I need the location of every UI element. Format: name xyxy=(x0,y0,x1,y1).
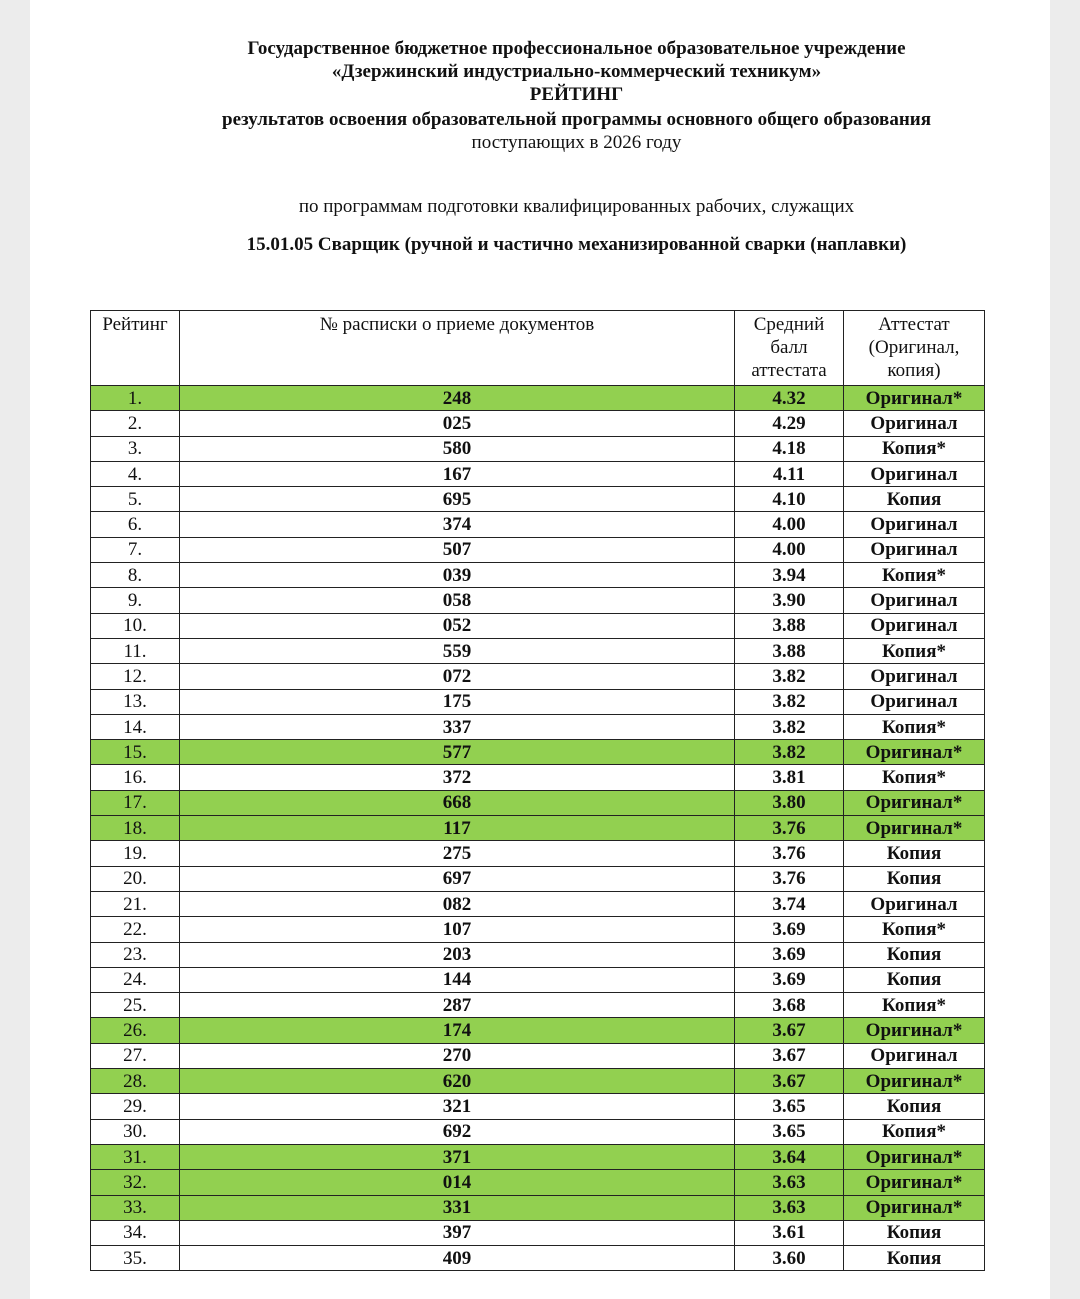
table-row xyxy=(91,461,985,486)
cell-receipt-number: 620 xyxy=(180,1069,735,1094)
cell-receipt-number: 371 xyxy=(180,1144,735,1169)
cell-certificate-status: Копия xyxy=(844,487,985,512)
cell-average-score: 3.81 xyxy=(735,765,844,790)
table-row xyxy=(91,1119,985,1144)
table-row xyxy=(91,714,985,739)
table-row xyxy=(91,436,985,461)
cell-average-score: 3.69 xyxy=(735,942,844,967)
cell-rank: 12. xyxy=(91,664,180,689)
cell-receipt-number: 203 xyxy=(180,942,735,967)
cell-certificate-status: Копия* xyxy=(844,917,985,942)
cell-average-score: 3.94 xyxy=(735,563,844,588)
table-row xyxy=(91,588,985,613)
cell-rank: 26. xyxy=(91,1018,180,1043)
cell-receipt-number: 107 xyxy=(180,917,735,942)
cell-average-score: 3.80 xyxy=(735,790,844,815)
cell-rank: 20. xyxy=(91,866,180,891)
column-header-rank: Рейтинг xyxy=(91,311,180,386)
table-row xyxy=(91,512,985,537)
program-type: по программам подготовки квалифицированных рабочих, служащих xyxy=(298,196,855,217)
cell-certificate-status: Оригинал xyxy=(844,461,985,486)
cell-rank: 34. xyxy=(91,1220,180,1245)
cell-average-score: 3.82 xyxy=(735,664,844,689)
table-row xyxy=(91,563,985,588)
cell-certificate-status: Копия xyxy=(844,942,985,967)
cell-receipt-number: 287 xyxy=(180,993,735,1018)
table-row xyxy=(91,537,985,562)
cell-receipt-number: 144 xyxy=(180,967,735,992)
cell-average-score: 3.69 xyxy=(735,917,844,942)
table-row xyxy=(91,790,985,815)
cell-rank: 14. xyxy=(91,714,180,739)
admission-year: поступающих в 2026 году xyxy=(471,132,682,153)
cell-average-score: 4.32 xyxy=(735,386,844,411)
cell-rank: 7. xyxy=(91,537,180,562)
cell-certificate-status: Оригинал* xyxy=(844,790,985,815)
cell-rank: 21. xyxy=(91,891,180,916)
cell-rank: 22. xyxy=(91,917,180,942)
table-row xyxy=(91,765,985,790)
table-row xyxy=(91,1170,985,1195)
cell-certificate-status: Копия* xyxy=(844,436,985,461)
cell-rank: 24. xyxy=(91,967,180,992)
cell-receipt-number: 072 xyxy=(180,664,735,689)
column-header-average: Средний балл аттестата xyxy=(735,311,844,386)
cell-average-score: 3.76 xyxy=(735,866,844,891)
cell-certificate-status: Копия xyxy=(844,1246,985,1271)
cell-certificate-status: Копия xyxy=(844,1094,985,1119)
cell-average-score: 3.68 xyxy=(735,993,844,1018)
cell-certificate-status: Копия xyxy=(844,1220,985,1245)
cell-certificate-status: Оригинал* xyxy=(844,1195,985,1220)
cell-rank: 2. xyxy=(91,411,180,436)
cell-certificate-status: Оригинал* xyxy=(844,740,985,765)
table-row xyxy=(91,1018,985,1043)
cell-receipt-number: 337 xyxy=(180,714,735,739)
cell-certificate-status: Копия* xyxy=(844,1119,985,1144)
cell-receipt-number: 372 xyxy=(180,765,735,790)
cell-certificate-status: Копия* xyxy=(844,765,985,790)
table-row xyxy=(91,411,985,436)
cell-rank: 25. xyxy=(91,993,180,1018)
cell-certificate-status: Оригинал* xyxy=(844,1144,985,1169)
cell-rank: 17. xyxy=(91,790,180,815)
cell-average-score: 3.76 xyxy=(735,841,844,866)
table-row xyxy=(91,993,985,1018)
cell-rank: 33. xyxy=(91,1195,180,1220)
cell-receipt-number: 275 xyxy=(180,841,735,866)
table-row xyxy=(91,917,985,942)
institution-name: «Дзержинский индустриально-коммерческий техникум» xyxy=(331,61,822,82)
cell-rank: 29. xyxy=(91,1094,180,1119)
cell-rank: 13. xyxy=(91,689,180,714)
cell-average-score: 4.18 xyxy=(735,436,844,461)
cell-certificate-status: Оригинал xyxy=(844,1043,985,1068)
specialty-name: 15.01.05 Сварщик (ручной и частично механизированной сварки (наплавки) xyxy=(246,234,907,255)
table-row xyxy=(91,1069,985,1094)
cell-average-score: 4.00 xyxy=(735,512,844,537)
cell-rank: 18. xyxy=(91,816,180,841)
table-body xyxy=(91,386,985,1271)
cell-receipt-number: 695 xyxy=(180,487,735,512)
cell-receipt-number: 577 xyxy=(180,740,735,765)
cell-rank: 3. xyxy=(91,436,180,461)
cell-receipt-number: 692 xyxy=(180,1119,735,1144)
table-row xyxy=(91,1195,985,1220)
cell-certificate-status: Оригинал* xyxy=(844,1170,985,1195)
cell-rank: 30. xyxy=(91,1119,180,1144)
cell-average-score: 3.63 xyxy=(735,1170,844,1195)
cell-receipt-number: 052 xyxy=(180,613,735,638)
cell-average-score: 3.60 xyxy=(735,1246,844,1271)
cell-certificate-status: Оригинал* xyxy=(844,816,985,841)
cell-certificate-status: Копия xyxy=(844,967,985,992)
column-header-certificate: Аттестат (Оригинал, копия) xyxy=(844,311,985,386)
cell-receipt-number: 058 xyxy=(180,588,735,613)
document-page xyxy=(30,0,1050,1299)
cell-rank: 9. xyxy=(91,588,180,613)
cell-rank: 8. xyxy=(91,563,180,588)
cell-certificate-status: Оригинал xyxy=(844,664,985,689)
cell-rank: 1. xyxy=(91,386,180,411)
cell-average-score: 3.82 xyxy=(735,714,844,739)
cell-rank: 6. xyxy=(91,512,180,537)
table-row xyxy=(91,487,985,512)
cell-average-score: 4.10 xyxy=(735,487,844,512)
cell-average-score: 3.65 xyxy=(735,1119,844,1144)
cell-rank: 15. xyxy=(91,740,180,765)
cell-average-score: 3.65 xyxy=(735,1094,844,1119)
table-row xyxy=(91,638,985,663)
cell-receipt-number: 039 xyxy=(180,563,735,588)
cell-average-score: 3.63 xyxy=(735,1195,844,1220)
cell-certificate-status: Оригинал* xyxy=(844,1018,985,1043)
cell-rank: 31. xyxy=(91,1144,180,1169)
cell-certificate-status: Оригинал xyxy=(844,411,985,436)
cell-receipt-number: 014 xyxy=(180,1170,735,1195)
cell-certificate-status: Копия* xyxy=(844,993,985,1018)
cell-average-score: 4.29 xyxy=(735,411,844,436)
document-title: РЕЙТИНГ xyxy=(529,84,624,105)
cell-receipt-number: 117 xyxy=(180,816,735,841)
cell-average-score: 3.67 xyxy=(735,1043,844,1068)
cell-rank: 28. xyxy=(91,1069,180,1094)
table-header-row xyxy=(91,311,985,386)
cell-average-score: 3.67 xyxy=(735,1018,844,1043)
cell-certificate-status: Оригинал xyxy=(844,537,985,562)
cell-certificate-status: Копия xyxy=(844,841,985,866)
cell-receipt-number: 374 xyxy=(180,512,735,537)
cell-certificate-status: Оригинал* xyxy=(844,1069,985,1094)
cell-certificate-status: Копия xyxy=(844,866,985,891)
cell-average-score: 3.76 xyxy=(735,816,844,841)
cell-average-score: 3.67 xyxy=(735,1069,844,1094)
cell-rank: 35. xyxy=(91,1246,180,1271)
cell-rank: 11. xyxy=(91,638,180,663)
cell-receipt-number: 580 xyxy=(180,436,735,461)
cell-certificate-status: Оригинал xyxy=(844,588,985,613)
cell-average-score: 3.74 xyxy=(735,891,844,916)
cell-rank: 4. xyxy=(91,461,180,486)
cell-certificate-status: Оригинал xyxy=(844,689,985,714)
cell-average-score: 3.90 xyxy=(735,588,844,613)
table-row xyxy=(91,942,985,967)
cell-rank: 16. xyxy=(91,765,180,790)
cell-average-score: 3.88 xyxy=(735,638,844,663)
cell-receipt-number: 331 xyxy=(180,1195,735,1220)
table-row xyxy=(91,1094,985,1119)
document-subtitle: результатов освоения образовательной программы основного общего образования xyxy=(222,109,931,130)
cell-receipt-number: 175 xyxy=(180,689,735,714)
cell-receipt-number: 507 xyxy=(180,537,735,562)
cell-average-score: 3.88 xyxy=(735,613,844,638)
cell-average-score: 3.64 xyxy=(735,1144,844,1169)
table-row xyxy=(91,689,985,714)
cell-rank: 5. xyxy=(91,487,180,512)
cell-average-score: 3.61 xyxy=(735,1220,844,1245)
cell-receipt-number: 248 xyxy=(180,386,735,411)
table-row xyxy=(91,1220,985,1245)
table-row xyxy=(91,386,985,411)
table-row xyxy=(91,1246,985,1271)
cell-receipt-number: 270 xyxy=(180,1043,735,1068)
cell-average-score: 3.82 xyxy=(735,689,844,714)
cell-certificate-status: Копия* xyxy=(844,563,985,588)
cell-rank: 23. xyxy=(91,942,180,967)
cell-average-score: 4.00 xyxy=(735,537,844,562)
table-row xyxy=(91,740,985,765)
cell-receipt-number: 082 xyxy=(180,891,735,916)
institution-type: Государственное бюджетное профессиональное образовательное учреждение xyxy=(247,38,906,59)
cell-average-score: 3.69 xyxy=(735,967,844,992)
column-header-receipt: № расписки о приеме документов xyxy=(180,311,735,386)
table-row xyxy=(91,866,985,891)
cell-receipt-number: 025 xyxy=(180,411,735,436)
cell-receipt-number: 167 xyxy=(180,461,735,486)
table-row xyxy=(91,891,985,916)
cell-certificate-status: Оригинал xyxy=(844,613,985,638)
table-row xyxy=(91,841,985,866)
table-row xyxy=(91,613,985,638)
cell-receipt-number: 174 xyxy=(180,1018,735,1043)
cell-receipt-number: 397 xyxy=(180,1220,735,1245)
cell-receipt-number: 409 xyxy=(180,1246,735,1271)
cell-rank: 19. xyxy=(91,841,180,866)
cell-rank: 27. xyxy=(91,1043,180,1068)
rating-table xyxy=(90,310,985,1271)
cell-average-score: 4.11 xyxy=(735,461,844,486)
cell-receipt-number: 559 xyxy=(180,638,735,663)
cell-receipt-number: 321 xyxy=(180,1094,735,1119)
cell-receipt-number: 668 xyxy=(180,790,735,815)
cell-average-score: 3.82 xyxy=(735,740,844,765)
cell-rank: 32. xyxy=(91,1170,180,1195)
cell-receipt-number: 697 xyxy=(180,866,735,891)
table-row xyxy=(91,664,985,689)
cell-certificate-status: Копия* xyxy=(844,714,985,739)
cell-rank: 10. xyxy=(91,613,180,638)
table-row xyxy=(91,1144,985,1169)
table-row xyxy=(91,1043,985,1068)
cell-certificate-status: Оригинал* xyxy=(844,386,985,411)
table-row xyxy=(91,967,985,992)
cell-certificate-status: Оригинал xyxy=(844,891,985,916)
table-row xyxy=(91,816,985,841)
cell-certificate-status: Копия* xyxy=(844,638,985,663)
cell-certificate-status: Оригинал xyxy=(844,512,985,537)
